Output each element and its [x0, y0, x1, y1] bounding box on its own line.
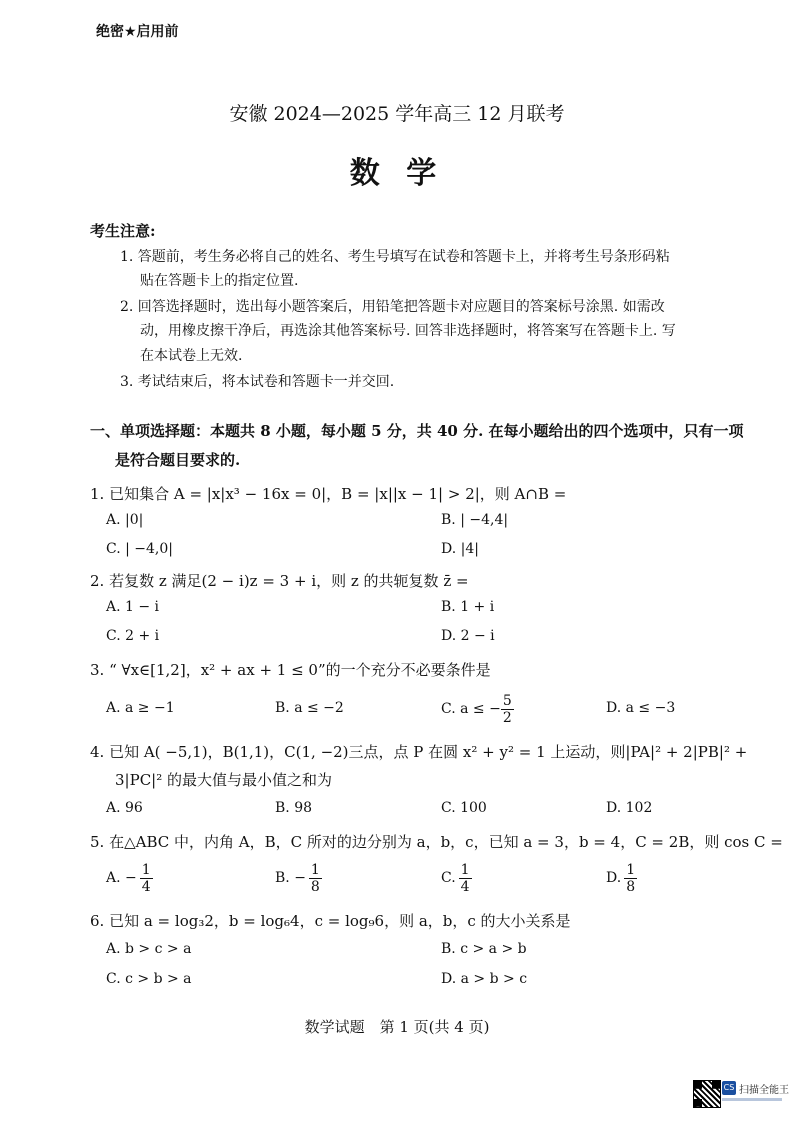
- question-1-stem: 1. 已知集合 A = |x|x³ − 16x = 0|，B = |x||x − 1| > 2|，则 A∩B =: [90, 485, 567, 503]
- q2-option-d: D. 2 − i: [441, 628, 495, 644]
- exam-title: 安徽 2024—2025 学年高三 12 月联考: [229, 103, 565, 125]
- notice-title: 考生注意:: [90, 222, 156, 240]
- q5-option-b-label: B. −: [275, 870, 306, 886]
- q3-option-d: D. a ≤ −3: [606, 700, 676, 716]
- q4-option-a: A. 96: [106, 800, 143, 816]
- fraction-numerator: 1: [310, 861, 320, 878]
- fraction-numerator: 5: [502, 692, 512, 709]
- q2-option-c: C. 2 + i: [106, 628, 160, 644]
- camscanner-logo-icon: CS: [722, 1081, 736, 1095]
- q3-option-b: B. a ≤ −2: [275, 700, 344, 716]
- fraction-denominator: 8: [626, 878, 636, 895]
- question-4-stem-cont: 3|PC|² 的最大值与最小值之和为: [115, 771, 333, 789]
- q3-option-c-fraction: [501, 694, 514, 725]
- q4-option-b: B. 98: [275, 800, 313, 816]
- q1-option-a: A. |0|: [106, 512, 144, 528]
- q3-option-a: A. a ≥ −1: [106, 700, 175, 716]
- q6-option-d: D. a > b > c: [441, 971, 528, 987]
- q5-option-c-label: C.: [441, 870, 456, 886]
- fraction-denominator: 4: [141, 878, 151, 895]
- fraction-numerator: 1: [626, 861, 636, 878]
- confidential-label: 绝密★启用前: [96, 24, 179, 40]
- question-2-stem: 2. 若复数 z 满足(2 − i)z = 3 + i，则 z 的共轭复数 z̄ =: [90, 572, 469, 590]
- notice-item-2-cont: 动，用橡皮擦干净后，再选涂其他答案标号. 回答非选择题时，将答案写在答题卡上. 写: [140, 323, 676, 339]
- notice-item-2: 2. 回答选择题时，选出每小题答案后，用铅笔把答题卡对应题目的答案标号涂黑. 如需改: [120, 299, 665, 315]
- fraction-denominator: 8: [310, 878, 320, 895]
- page-footer: 数学试题 第 1 页(共 4 页): [304, 1018, 490, 1036]
- subject-title: 数 学: [349, 156, 445, 191]
- q4-option-c: C. 100: [441, 800, 487, 816]
- qr-code-icon: [693, 1080, 721, 1108]
- q3-option-c-label: C. a ≤ −: [441, 701, 501, 717]
- question-5-stem: 5. 在△ABC 中，内角 A，B，C 所对的边分别为 a，b，c，已知 a = 3，b = 4，C = 2B，则 cos C =: [90, 833, 783, 851]
- q6-option-b: B. c > a > b: [441, 941, 527, 957]
- question-3-stem: 3. “ ∀x∈[1,2]，x² + ax + 1 ≤ 0”的一个充分不必要条件是: [90, 661, 491, 679]
- q1-option-b: B. | −4,4|: [441, 512, 509, 528]
- fraction-numerator: 1: [460, 861, 470, 878]
- q5-option-b: [275, 858, 322, 898]
- fraction-numerator: 1: [141, 861, 151, 878]
- q1-option-c: C. | −4,0|: [106, 541, 173, 557]
- notice-item-1: 1. 答题前，考生务必将自己的姓名、考生号填写在试卷和答题卡上，并将考生号条形码粘: [120, 249, 670, 265]
- notice-item-1-cont: 贴在答题卡上的指定位置.: [140, 273, 299, 289]
- q5-option-a: [106, 858, 153, 898]
- section-heading-cont: 是符合题目要求的.: [115, 451, 241, 469]
- q5-option-d: [606, 858, 637, 898]
- fraction-denominator: 4: [460, 878, 470, 895]
- question-4-stem: 4. 已知 A( −5,1)，B(1,1)，C(1, −2)三点，点 P 在圆 x² + y² = 1 上运动，则|PA|² + 2|PB|² +: [90, 743, 748, 761]
- q1-option-d: D. |4|: [441, 541, 479, 557]
- notice-item-2-cont2: 在本试卷上无效.: [140, 348, 243, 364]
- notice-item-3: 3. 考试结束后，将本试卷和答题卡一并交回.: [120, 374, 395, 390]
- watermark-underline: [722, 1098, 782, 1101]
- section-heading: 一、单项选择题：本题共 8 小题，每小题 5 分，共 40 分. 在每小题给出的四个选项中，只有一项: [90, 422, 744, 440]
- q5-option-d-fraction: [624, 863, 637, 894]
- q2-option-a: A. 1 − i: [106, 599, 160, 615]
- fraction-denominator: 2: [502, 709, 512, 726]
- question-6-stem: 6. 已知 a = log₃2，b = log₆4，c = log₉6，则 a，b，c 的大小关系是: [90, 912, 571, 930]
- q2-option-b: B. 1 + i: [441, 599, 495, 615]
- q5-option-a-label: A. −: [106, 870, 137, 886]
- q6-option-c: C. c > b > a: [106, 971, 192, 987]
- camscanner-name: 扫描全能王: [739, 1085, 789, 1096]
- q5-option-b-fraction: [309, 863, 322, 894]
- q3-option-c: [441, 689, 514, 729]
- q5-option-d-label: D.: [606, 870, 622, 886]
- q5-option-c: [441, 858, 472, 898]
- q4-option-d: D. 102: [606, 800, 653, 816]
- q5-option-a-fraction: [140, 863, 153, 894]
- q6-option-a: A. b > c > a: [106, 941, 192, 957]
- q5-option-c-fraction: [459, 863, 472, 894]
